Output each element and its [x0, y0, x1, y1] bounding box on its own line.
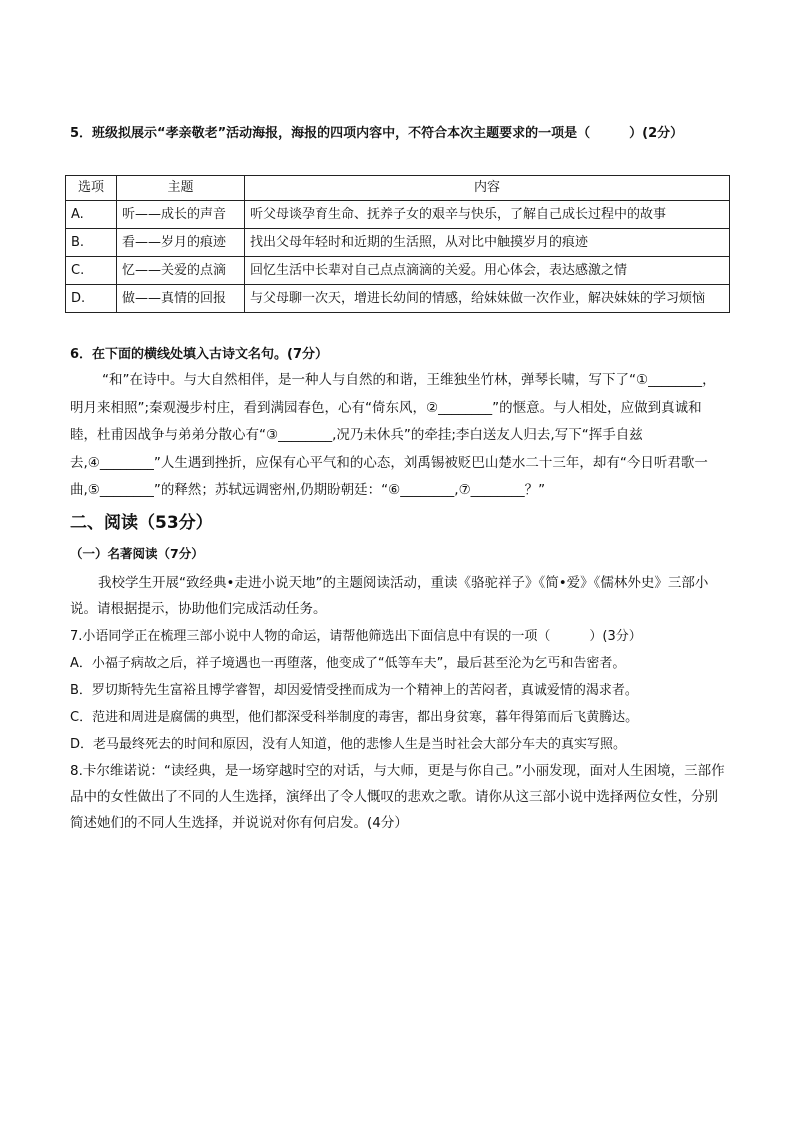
- reading-intro-text: 我校学生开展“致经典•走进小说天地”的主题阅读活动，重读《骆驼祥子》《简•爱》《儒林外史》三部小说。请根据提示，协助他们完成活动任务。: [70, 575, 709, 617]
- section-2-title: 二、阅读（53分）: [70, 513, 213, 533]
- row-option: B.: [66, 229, 117, 257]
- table-row: [66, 257, 730, 285]
- header-option: 选项: [66, 176, 117, 201]
- question-7-option-c: C．范进和周进是腐儒的典型，他们都深受科举制度的毒害，都出身贫寒，暮年得第而后飞黄腾达。: [70, 710, 639, 725]
- row-theme: 听——成长的声音: [117, 201, 245, 229]
- question-5-table: [65, 175, 730, 313]
- question-6-body: [70, 367, 728, 505]
- row-content: 与父母聊一次天，增进长幼间的情感，给妹妹做一次作业，解决妹妹的学习烦恼: [245, 285, 730, 313]
- row-option: A.: [66, 201, 117, 229]
- question-6-title: 6．在下面的横线处填入古诗文名句。(7分）: [70, 347, 329, 362]
- question-7: [70, 623, 730, 758]
- row-option: D.: [66, 285, 117, 313]
- header-theme: 主题: [117, 176, 245, 201]
- row-option: C.: [66, 257, 117, 285]
- table-row: [66, 229, 730, 257]
- reading-intro: [70, 570, 720, 622]
- header-content: 内容: [245, 176, 730, 201]
- row-theme: 忆——关爱的点滴: [117, 257, 245, 285]
- row-content: 找出父母年轻时和近期的生活照，从对比中触摸岁月的痕迹: [245, 229, 730, 257]
- table-header-row: [66, 176, 730, 201]
- question-7-option-d: D．老马最终死去的时间和原因，没有人知道，他的悲惨人生是当时社会大部分车夫的真实写照。: [70, 737, 627, 752]
- row-theme: 做——真情的回报: [117, 285, 245, 313]
- question-5-stem: 5．班级拟展示“孝亲敬老”活动海报，海报的四项内容中，不符合本次主题要求的一项是（ ）(2分）: [70, 126, 684, 141]
- row-theme: 看——岁月的痕迹: [117, 229, 245, 257]
- question-8-stem: 8.卡尔维诺说：“读经典，是一场穿越时空的对话，与大师，更是与你自己。”小丽发现，面对人生困境，三部作品中的女性做出了不同的人生选择，演绎出了令人慨叹的悲欢之歌。请你从这三部小说中选择两位女性，分别简述她们的不同人生选择，并说说对你有何启发。(4分）: [70, 763, 725, 831]
- row-content: 听父母谈孕育生命、抚养子女的艰辛与快乐，了解自己成长过程中的故事: [245, 201, 730, 229]
- question-7-option-a: A．小福子病故之后，祥子境遇也一再堕落，他变成了“低等车夫”，最后甚至沦为乞丐和告密者。: [70, 656, 626, 671]
- subsection-1-title: （一）名著阅读（7分）: [70, 546, 204, 561]
- question-6-text: “和”在诗中。与大自然相伴，是一种人与自然的和谐，王维独坐竹林，弹琴长啸，写下了“①________，明月来相照”;秦观漫步村庄，看到满园春色，心有“倚东风，②________”的惬意。与人相处，应做到真诚和睦，杜甫因战争与弟弟分散心有“③________,况乃未休兵”的牵挂;李白送友人归去,写下“挥手自兹去,④________”人生遇到挫折，应保有心平气和的心态，刘禹锡被贬巴山楚水二十三年，却有“今日听君歌一曲,⑤________”的释然；苏轼远调密州,仍期盼朝廷：“⑥________,⑦________？”: [70, 372, 716, 498]
- question-7-option-b: B．罗切斯特先生富裕且博学睿智，却因爱情受挫而成为一个精神上的苦闷者，真诚爱情的渴求者。: [70, 683, 638, 698]
- row-content: 回忆生活中长辈对自己点点滴滴的关爱。用心体会，表达感激之情: [245, 257, 730, 285]
- table-row: [66, 201, 730, 229]
- table-row: [66, 285, 730, 313]
- question-7-stem: 7.小语同学正在梳理三部小说中人物的命运，请帮他筛选出下面信息中有误的一项（ ）(3分）: [70, 629, 642, 644]
